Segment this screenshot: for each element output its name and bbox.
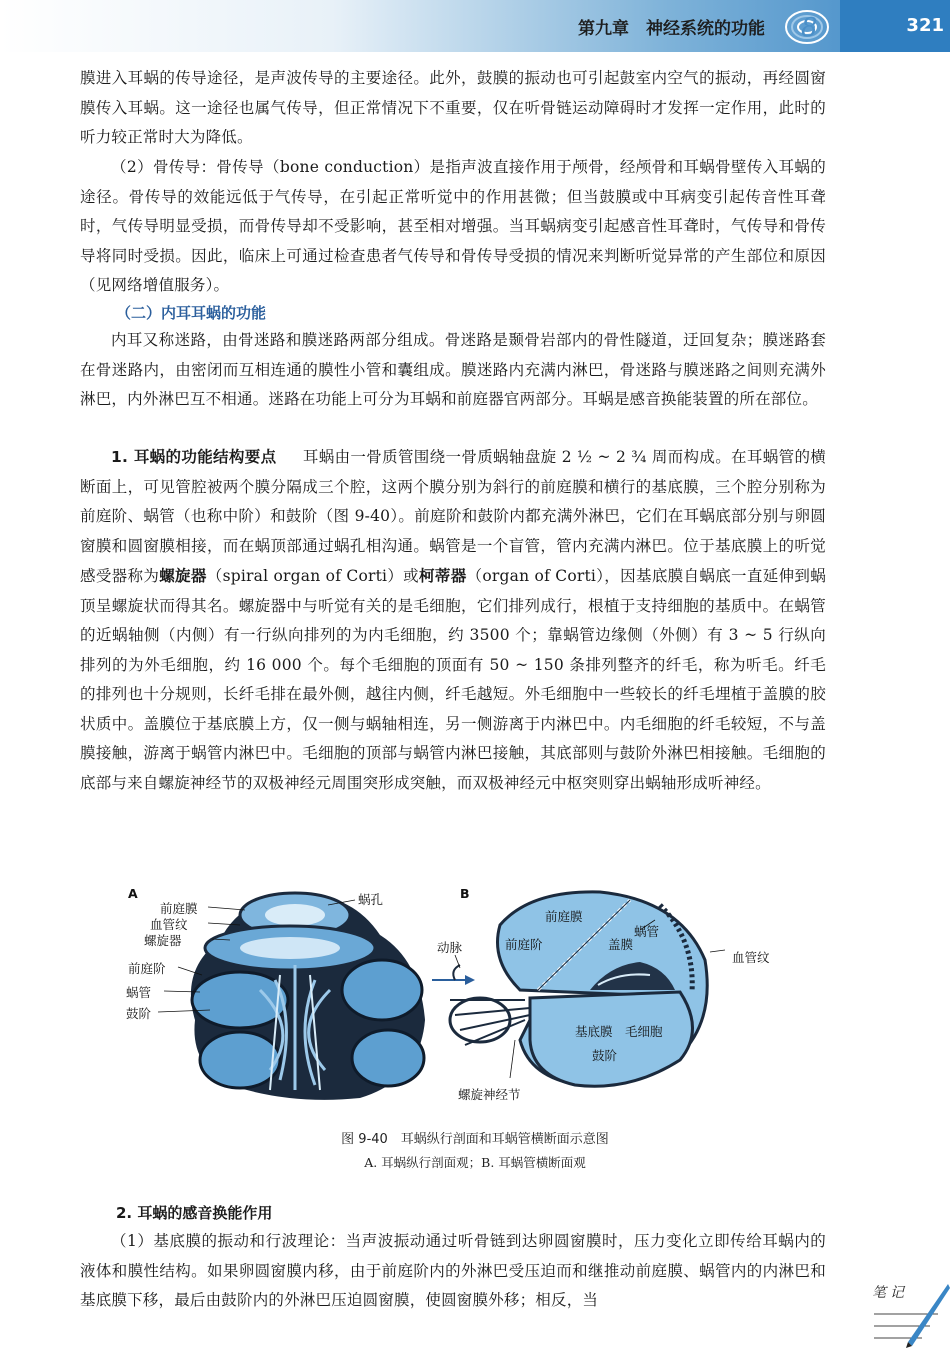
label-a-scala-vestibuli: 前庭阶 <box>128 961 166 976</box>
text-span: （spiral organ of Corti）或 <box>206 567 420 585</box>
label-b-hair-cell: 毛细胞 <box>625 1024 663 1039</box>
paragraph-basilar-vibration <box>80 1227 826 1316</box>
label-b-spiral-ganglion: 螺旋神经节 <box>458 1087 521 1102</box>
label-b-tectorial-membrane: 盖膜 <box>608 937 634 952</box>
label-a-spiral-organ: 螺旋器 <box>144 933 182 948</box>
figure-illustration <box>120 880 800 1105</box>
paragraph-text: （1）基底膜的振动和行波理论：当声波振动通过听骨链到达卵圆窗膜时，压力变化立即传给耳蜗内的液体和膜性结构。如果卵圆窗膜内移，由于前庭阶内的外淋巴受压迫而和继推动前庭膜、蜗管内的内淋巴和基底膜下移，最后由鼓阶内的外淋巴压迫圆窗膜，使圆窗膜外移；相反，当 <box>80 1232 826 1309</box>
subsection-heading: 1. 耳蜗的功能结构要点 <box>111 448 277 466</box>
chapter-title: 第九章 神经系统的功能 <box>578 19 765 39</box>
paragraph-text: 内耳又称迷路，由骨迷路和膜迷路两部分组成。骨迷路是颞骨岩部内的骨性隧道，迂回复杂；膜迷路套在骨迷路内，由密闭而互相连通的膜性小管和囊组成。膜迷路内充满内淋巴，骨迷路与膜迷路之间则充满外淋巴，内外淋巴互不相通。迷路在功能上可分为耳蜗和前庭器官两部分。耳蜗是感音换能装置的所在部位。 <box>80 331 826 408</box>
label-b-scala-vestibuli: 前庭阶 <box>505 937 543 952</box>
paragraph-air-conduction <box>80 64 826 153</box>
subsection-heading-2: 2. 耳蜗的感音换能作用 <box>116 1204 273 1222</box>
figure-caption: 图 9-40 耳蜗纵行剖面和耳蜗管横断面示意图 <box>341 1132 609 1147</box>
label-b-artery: 动脉 <box>437 940 463 955</box>
label-b-vestibular-membrane: 前庭膜 <box>545 909 583 924</box>
figure-subcaption: A. 耳蜗纵行剖面观；B. 耳蜗管横断面观 <box>364 1155 586 1170</box>
label-a-stria-vascularis: 血管纹 <box>150 917 188 932</box>
figure-9-40 <box>120 880 800 1105</box>
paragraph-labyrinth <box>80 326 826 415</box>
text-span: （organ of Corti），因基底膜自蜗底一直延伸到蜗顶呈螺旋状而得其名。螺旋器中与听觉有关的是毛细胞，它们排列成行，根植于支持细胞的基质中。在蜗管的近蜗轴侧（内侧）有一行纵向排列的为内毛细胞，约 3500 个；靠蜗管边缘侧（外侧）有 3 ~ 5 行纵向排列的为外毛细胞，约 16 000 个。每个毛细胞的顶面有 50 ~ 150 条排列整齐的纤毛，称为听毛。纤毛的排列也十分规则，长纤毛排在最外侧，越往内侧，纤毛越短。外毛细胞中一些较长的纤毛埋植于盖膜的胶状质中。盖膜位于基底膜上方，仅一侧与蜗轴相连，另一侧游离于内淋巴中。内毛细胞的纤毛较短，不与盖膜接触，游离于蜗管内淋巴中。毛细胞的顶部与蜗管内淋巴接触，其底部则与鼓阶外淋巴相接触。毛细胞的底部与来自螺旋神经节的双极神经元周围突形成突触，而双极神经元中枢突则穿出蜗轴形成听神经。 <box>80 567 826 792</box>
section-heading: （二）内耳耳蜗的功能 <box>116 304 267 322</box>
term-spiral-organ: 螺旋器 <box>159 566 207 585</box>
text-span <box>282 448 298 466</box>
label-a-vestibular-membrane: 前庭膜 <box>160 901 198 916</box>
label-b-cochlear-duct: 蜗管 <box>634 924 660 939</box>
chapter-logo-icon <box>783 6 831 48</box>
label-a-cochlear-duct: 蜗管 <box>126 985 152 1000</box>
label-a-scala-tympani: 鼓阶 <box>126 1006 152 1021</box>
paragraph-cochlea-structure <box>80 443 826 798</box>
paragraph-text: 膜进入耳蜗的传导途径，是声波传导的主要途径。此外，鼓膜的振动也可引起鼓室内空气的振动，再经圆窗膜传入耳蜗。这一途径也属气传导，但正常情况下不重要，仅在听骨链运动障碍时才发挥一定作用，此时的听力较正常时大为降低。 <box>80 69 826 146</box>
label-b-basilar-membrane: 基底膜 <box>575 1024 613 1039</box>
text-span: 耳蜗由一骨质管围绕一骨质蜗轴盘旋 2 ½ ~ 2 ¾ 周而构成。在耳蜗管的横断面上，可见管腔被两个膜分隔成三个腔，这两个膜分别为斜行的前庭膜和横行的基底膜，三个腔分别称为前庭阶、蜗管（也称中阶）和鼓阶（图 9-40）。前庭阶和鼓阶内都充满外淋巴，它们在耳蜗底部分别与卵圆窗膜和圆窗膜相接，而在蜗顶部通过蜗孔相沟通。蜗管是一个盲管，管内充满内淋巴。位于基底膜上的听觉感受器称为 <box>80 448 826 585</box>
term-corti-organ: 柯蒂器 <box>419 566 467 585</box>
label-a-helicotrema: 蜗孔 <box>358 892 384 907</box>
notes-label: 笔记 <box>872 1285 908 1301</box>
paragraph-bone-conduction <box>80 153 826 301</box>
label-b-stria-vascularis: 血管纹 <box>732 950 770 965</box>
panel-b-letter: B <box>460 886 470 901</box>
page-number: 321 <box>840 0 950 52</box>
paragraph-text: （2）骨传导：骨传导（bone conduction）是指声波直接作用于颅骨，经颅骨和耳蜗骨壁传入耳蜗的途径。骨传导的效能远低于气传导，在引起正常听觉中的作用甚微；但当鼓膜或中耳病变引起传音性耳聋时，气传导明显受损，而骨传导却不受影响，甚至相对增强。当耳蜗病变引起感音性耳聋时，气传导和骨传导将同时受损。因此，临床上可通过检查患者气传导和骨传导受损的情况来判断听觉异常的产生部位和原因（见网络增值服务）。 <box>80 158 826 294</box>
panel-a-letter: A <box>128 886 138 901</box>
label-b-scala-tympani: 鼓阶 <box>592 1048 618 1063</box>
svg-text:8: 8 <box>801 13 818 43</box>
